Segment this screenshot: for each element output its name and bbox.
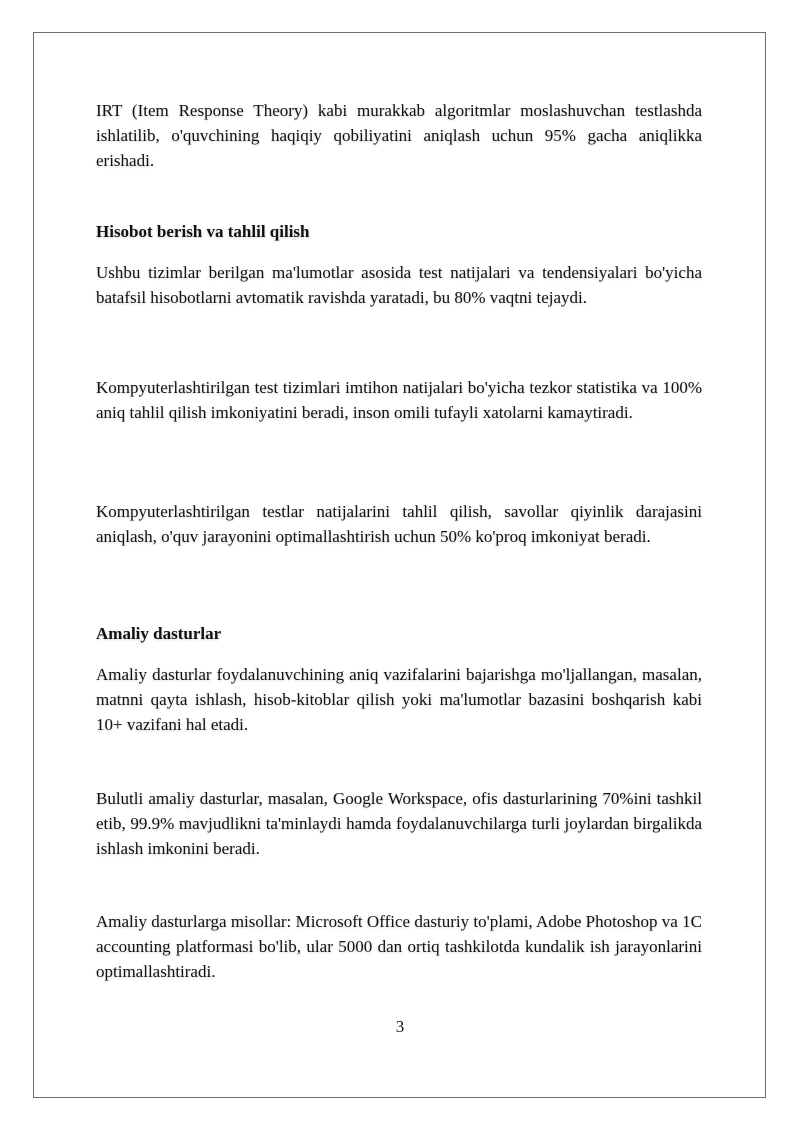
paragraph-cloud: Bulutli amaliy dasturlar, masalan, Google Workspace, ofis dasturlarining 70%ini tashkil etib, 99.9% mavjudlikni ta'minlaydi hamda foydalanuvchilarga turli joylardan birgalikda ishlash imkonini beradi. [96, 789, 702, 858]
paragraph-reports: Ushbu tizimlar berilgan ma'lumotlar asosida test natijalari va tendensiyalari bo'yicha batafsil hisobotlarni avtomatik ravishda yaratadi, bu 80% vaqtni tejaydi. [96, 263, 702, 307]
heading-applied-software: Amaliy dasturlar [96, 624, 222, 643]
page-number: 3 [395, 1017, 405, 1036]
paragraph-analysis: Kompyuterlashtirilgan testlar natijalarini tahlil qilish, savollar qiyinlik darajasini aniqlash, o'quv jarayonini optimallashtirish uchun 50% ko'proq imkoniyat beradi. [96, 502, 702, 546]
paragraph-irt: IRT (Item Response Theory) kabi murakkab algoritmlar moslashuvchan testlashda ishlatilib, o'quvchining haqiqiy qobiliyatini aniqlash uchun 95% gacha aniqlikka erishadi. [96, 101, 702, 170]
paragraph-applied-software: Amaliy dasturlar foydalanuvchining aniq vazifalarini bajarishga mo'ljallangan, masalan, matnni qayta ishlash, hisob-kitoblar qilish yoki ma'lumotlar bazasini boshqarish kabi 10+ vazifani hal etadi. [96, 665, 702, 734]
heading-reporting: Hisobot berish va tahlil qilish [96, 222, 310, 241]
paragraph-statistics: Kompyuterlashtirilgan test tizimlari imtihon natijalari bo'yicha tezkor statistika va 100% aniq tahlil qilish imkoniyatini beradi, inson omili tufayli xatolarni kamaytiradi. [96, 378, 702, 422]
paragraph-examples: Amaliy dasturlarga misollar: Microsoft Office dasturiy to'plami, Adobe Photoshop va 1C accounting platformasi bo'lib, ular 5000 dan ortiq tashkilotda kundalik ish jarayonlarini optimallashtiradi. [96, 912, 702, 981]
